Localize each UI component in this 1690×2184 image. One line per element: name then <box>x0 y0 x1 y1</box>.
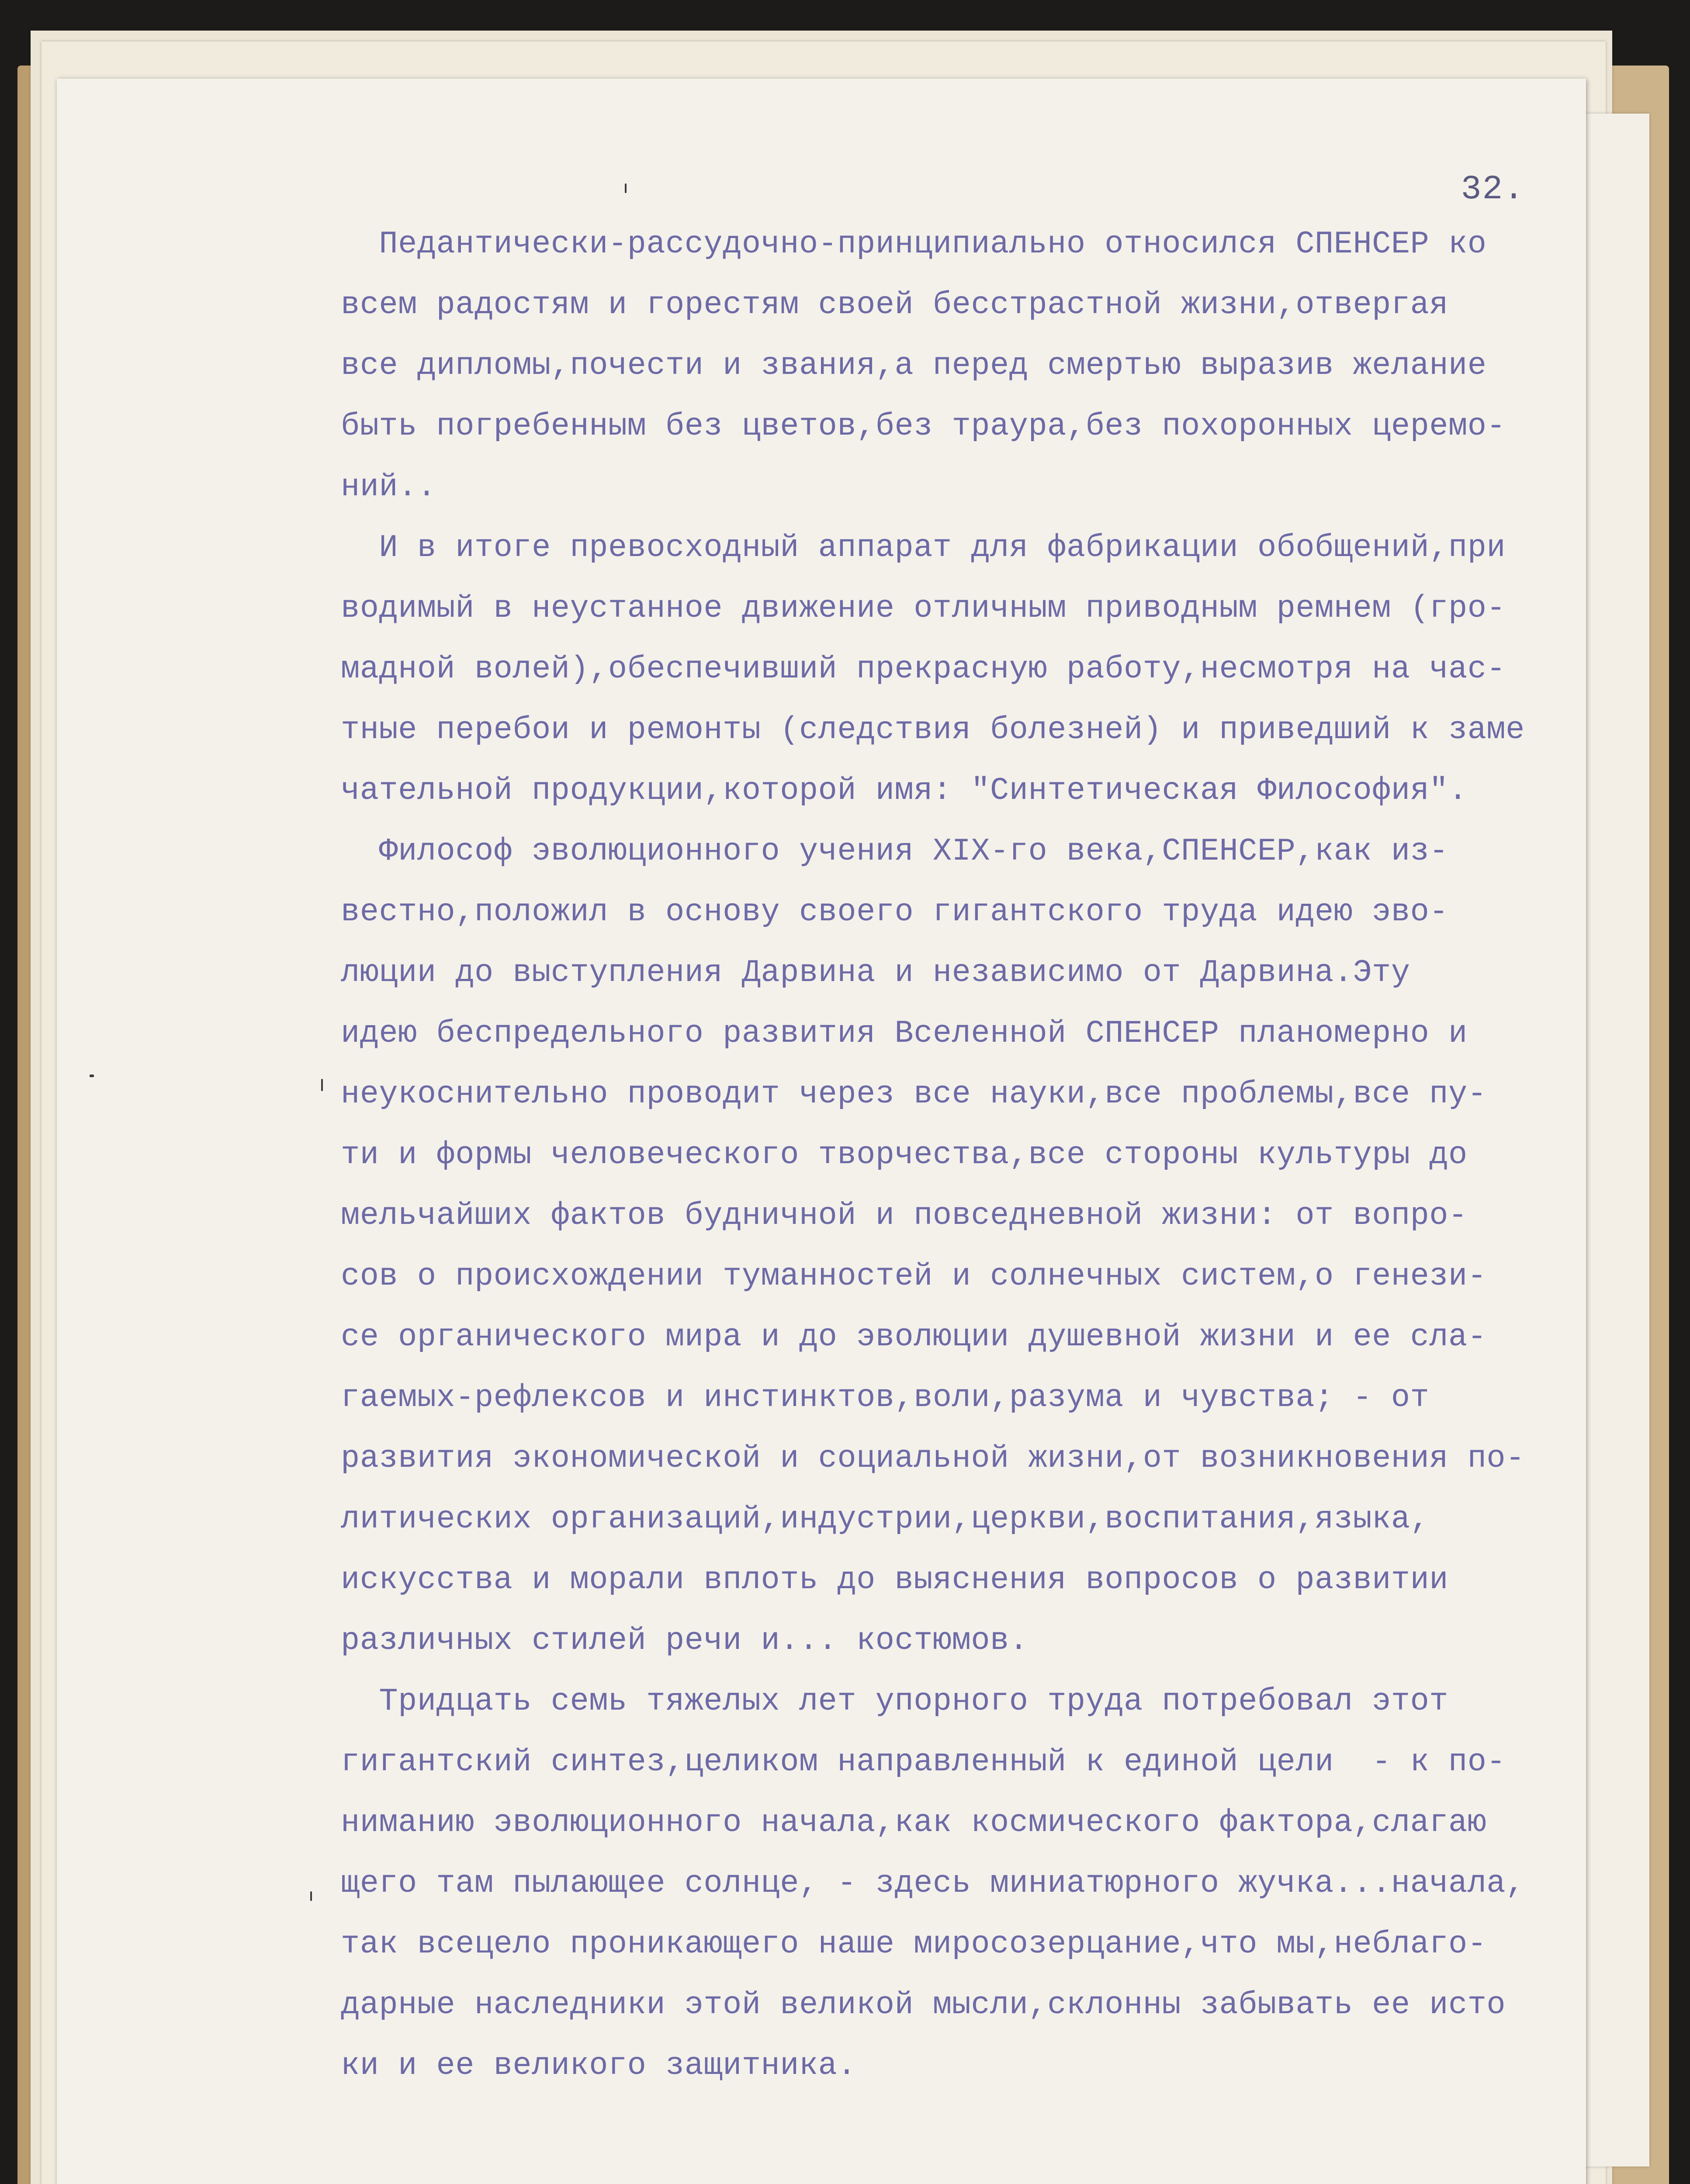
text-line: ний.. <box>341 469 436 505</box>
text-line: все дипломы,почести и звания,а перед смертью выразив желание <box>341 348 1487 384</box>
text-line: неукоснительно проводит через все науки,все проблемы,все пу- <box>341 1076 1487 1112</box>
ink-speck <box>321 1079 323 1091</box>
text-line: различных стилей речи и... костюмов. <box>341 1623 1029 1659</box>
text-line: так всецело проникающего наше миросозерцание,что мы,неблаго- <box>341 1926 1487 1962</box>
text-line: гаемых-рефлексов и инстинктов,воли,разума и чувства; - от <box>341 1380 1430 1416</box>
text-line: И в итоге превосходный аппарат для фабрикации обобщений,при <box>341 530 1506 566</box>
text-line: вестно,положил в основу своего гигантского труда идею эво- <box>341 894 1449 930</box>
text-line: ки и ее великого защитника. <box>341 2048 857 2084</box>
text-line: Педантически-рассудочно-принципиально относился СПЕНСЕР ко <box>341 226 1487 262</box>
ink-speck <box>310 1891 312 1901</box>
text-line: дарные наследники этой великой мысли,склонны забывать ее исто <box>341 1987 1506 2023</box>
text-line: ти и формы человеческого творчества,все стороны культуры до <box>341 1137 1468 1173</box>
typewritten-page <box>57 79 1586 2184</box>
text-line: развития экономической и социальной жизни,от возникновения по- <box>341 1441 1525 1476</box>
text-line: водимый в неустанное движение отличным приводным ремнем (гро- <box>341 591 1506 626</box>
text-line: искусства и морали вплоть до выяснения вопросов о развитии <box>341 1562 1449 1598</box>
text-line: гигантский синтез,целиком направленный к единой цели - к по- <box>341 1744 1506 1780</box>
text-line: люции до выступления Дарвина и независимо от Дарвина.Эту <box>341 955 1410 991</box>
ink-speck <box>90 1075 94 1077</box>
text-line: литических организаций,индустрии,церкви,воспитания,языка, <box>341 1501 1430 1537</box>
body-text <box>341 214 1577 2096</box>
text-line: сов о происхождении туманностей и солнечных систем,о генези- <box>341 1258 1487 1294</box>
text-line: мадной волей),обеспечивший прекрасную работу,несмотря на час- <box>341 651 1506 687</box>
ink-speck <box>625 183 627 193</box>
text-line: ниманию эволюционного начала,как космического фактора,слагаю <box>341 1805 1487 1841</box>
text-line: се органического мира и до эволюции душевной жизни и ее сла- <box>341 1319 1487 1355</box>
text-line: Философ эволюционного учения XIX-го века,СПЕНСЕР,как из- <box>341 833 1449 869</box>
text-line: идею беспредельного развития Вселенной СПЕНСЕР планомерно и <box>341 1016 1468 1051</box>
text-line: всем радостям и горестям своей бесстрастной жизни,отвергая <box>341 287 1449 323</box>
text-line: щего там пылающее солнце, - здесь миниатюрного жучка...начала, <box>341 1866 1525 1901</box>
text-line: чательной продукции,которой имя: "Синтетическая Философия". <box>341 773 1468 809</box>
text-line: Тридцать семь тяжелых лет упорного труда потребовал этот <box>341 1683 1449 1719</box>
text-line: быть погребенным без цветов,без траура,без похоронных церемо- <box>341 408 1506 444</box>
text-line: мельчайших фактов будничной и повседневной жизни: от вопро- <box>341 1198 1468 1234</box>
text-line: тные перебои и ремонты (следствия болезней) и приведший к заме <box>341 712 1525 748</box>
page-number: 32. <box>1461 170 1525 209</box>
